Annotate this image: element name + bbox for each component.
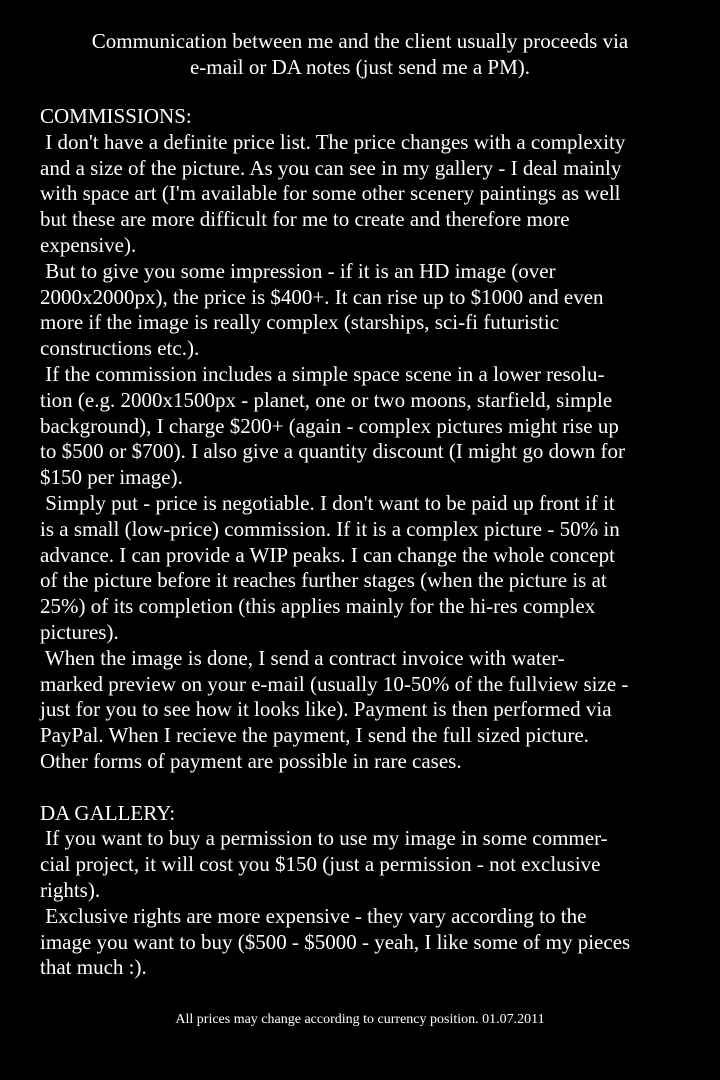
commissions-line: I don't have a definite price list. The price changes with a complexity bbox=[40, 129, 626, 154]
gallery-line: rights). bbox=[40, 877, 101, 902]
commissions-line: and a size of the picture. As you can see in my gallery - I deal mainly bbox=[40, 155, 622, 180]
intro-text bbox=[20, 28, 700, 80]
commissions-line: When the image is done, I send a contract invoice with water- bbox=[40, 645, 565, 670]
commissions-line: 2000x2000px), the price is $400+. It can rise up to $1000 and even bbox=[40, 284, 604, 309]
intro-line: Communication between me and the client usually proceeds via bbox=[91, 29, 629, 53]
commissions-line: If the commission includes a simple space scene in a lower resolu- bbox=[40, 361, 605, 386]
commissions-line: marked preview on your e-mail (usually 10-50% of the fullview size - bbox=[40, 671, 629, 696]
commissions-line: 25%) of its completion (this applies mainly for the hi-res complex bbox=[40, 594, 596, 619]
commissions-line: PayPal. When I recieve the payment, I send the full sized picture. bbox=[40, 723, 589, 748]
commissions-line: just for you to see how it looks like). Payment is then performed via bbox=[40, 697, 612, 722]
commissions-line: to $500 or $700). I also give a quantity discount (I might go down for bbox=[40, 439, 625, 464]
section-spacer bbox=[40, 775, 690, 801]
gallery-heading: DA GALLERY: bbox=[40, 800, 176, 825]
gallery-line: that much :). bbox=[40, 955, 147, 980]
commissions-line: tion (e.g. 2000x1500px - planet, one or two moons, starfield, simple bbox=[40, 387, 613, 412]
commissions-line: but these are more difficult for me to create and therefore more bbox=[40, 207, 570, 232]
commissions-line: advance. I can provide a WIP peaks. I can change the whole concept bbox=[40, 542, 615, 567]
commissions-line: of the picture before it reaches further stages (when the picture is at bbox=[40, 568, 607, 593]
commissions-heading: COMMISSIONS: bbox=[40, 104, 192, 128]
gallery-line: image you want to buy ($500 - $5000 - yeah, I like some of my pieces bbox=[40, 929, 631, 954]
footer-note: All prices may change according to currency position. 01.07.2011 bbox=[175, 1012, 545, 1027]
commissions-line: Other forms of payment are possible in rare cases. bbox=[40, 748, 462, 773]
commissions-line: But to give you some impression - if it is an HD image (over bbox=[40, 258, 556, 283]
commissions-line: with space art (I'm available for some other scenery paintings as well bbox=[40, 181, 621, 206]
body-text bbox=[40, 104, 690, 981]
commissions-line: constructions etc.). bbox=[40, 336, 200, 361]
commissions-line: is a small (low-price) commission. If it is a complex picture - 50% in bbox=[40, 516, 620, 541]
commissions-line: Simply put - price is negotiable. I don't want to be paid up front if it bbox=[40, 490, 615, 515]
commissions-line: expensive). bbox=[40, 232, 137, 257]
commissions-line: $150 per image). bbox=[40, 465, 183, 490]
commissions-line: more if the image is really complex (starships, sci-fi futuristic bbox=[40, 310, 560, 335]
gallery-line: cial project, it will cost you $150 (just a permission - not exclusive bbox=[40, 852, 601, 877]
commissions-line: background), I charge $200+ (again - complex pictures might rise up bbox=[40, 413, 619, 438]
intro-line: e-mail or DA notes (just send me a PM). bbox=[189, 55, 531, 79]
gallery-line: If you want to buy a permission to use my image in some commer- bbox=[40, 826, 608, 851]
gallery-line: Exclusive rights are more expensive - they vary according to the bbox=[40, 903, 587, 928]
commissions-line: pictures). bbox=[40, 619, 119, 644]
